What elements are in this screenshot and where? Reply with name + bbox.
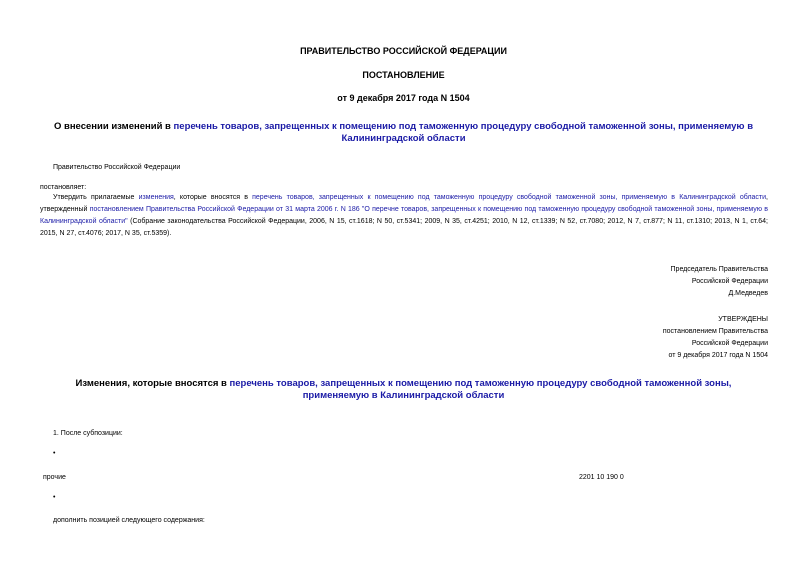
document-type: ПОСТАНОВЛЕНИЕ (362, 70, 445, 80)
change-item-1: 1. После субпозиции: (53, 430, 123, 437)
p1-text-d: (Собрание законодательства Российской Федерации, 2006, N 15, ст.1618; N 50, ст.5341; 2009, N 35, ст.4251; 2010, N 12, ст.1339; N 52, ст.7080; 2012, N 7, ст.877; N 11, ст.1310; 2013, N 1, ст.64; 2015, N 27, ст.4076; 2017, N 35, ст.5359). (40, 218, 768, 237)
bullet-marker-2: • (53, 494, 56, 501)
document-date: от 9 декабря 2017 года N 1504 (337, 93, 470, 103)
title-link[interactable]: перечень товаров, запрещенных к помещению под таможенную процедуру свободной таможенной зоны, применяемую в Калининградской области (173, 121, 754, 144)
title-prefix: О внесении изменений в (53, 121, 174, 132)
resolution-link[interactable]: постановлением Правительства Российской Федерации от 31 марта 2006 г. N 186 "О перечне товаров, запрещенных к помещению под таможенную процедуру свободной таможенной зоны, применяемую в Калининградской области" (40, 206, 768, 225)
changes-title-link[interactable]: перечень товаров, запрещенных к помещению под таможенную процедуру свободной таможенной зоны, применяемую в Калининградской области (229, 378, 732, 401)
p1-text-b: , которые вносятся в (173, 194, 253, 201)
row-code: 2201 10 190 0 (579, 474, 624, 481)
changes-title (50, 378, 757, 402)
approved-line4: от 9 декабря 2017 года N 1504 (668, 352, 768, 359)
p1-text-a: Утвердить прилагаемые (53, 194, 139, 201)
signature-line2: Российской Федерации (691, 278, 768, 285)
signature-block (468, 264, 768, 300)
main-paragraph (40, 192, 768, 240)
intro-text: Правительство Российской Федерации (53, 164, 181, 171)
changes-link[interactable]: изменения (138, 194, 174, 201)
approved-line1: УТВЕРЖДЕНЫ (718, 316, 768, 323)
decree-text: постановляет: (40, 184, 87, 191)
approved-line2: постановлением Правительства (662, 328, 768, 335)
p1-text-c: , утвержденный (40, 194, 768, 213)
list-link[interactable]: перечень товаров, запрещенных к помещению под таможенную процедуру свободной таможенной зоны, применяемую в Калининградской области (252, 194, 767, 201)
bullet-marker-1: • (53, 450, 56, 457)
changes-title-prefix: Изменения, которые вносятся в (75, 378, 230, 389)
signature-name: Д.Медведев (728, 290, 768, 297)
government-heading: ПРАВИТЕЛЬСТВО РОССИЙСКОЙ ФЕДЕРАЦИИ (300, 46, 507, 56)
approved-line3: Российской Федерации (691, 340, 768, 347)
row-label: прочие (43, 474, 66, 481)
add-position-text: дополнить позицией следующего содержания: (53, 517, 205, 524)
signature-line1: Председатель Правительства (670, 266, 768, 273)
document-title (30, 121, 777, 145)
approved-block (468, 314, 768, 362)
